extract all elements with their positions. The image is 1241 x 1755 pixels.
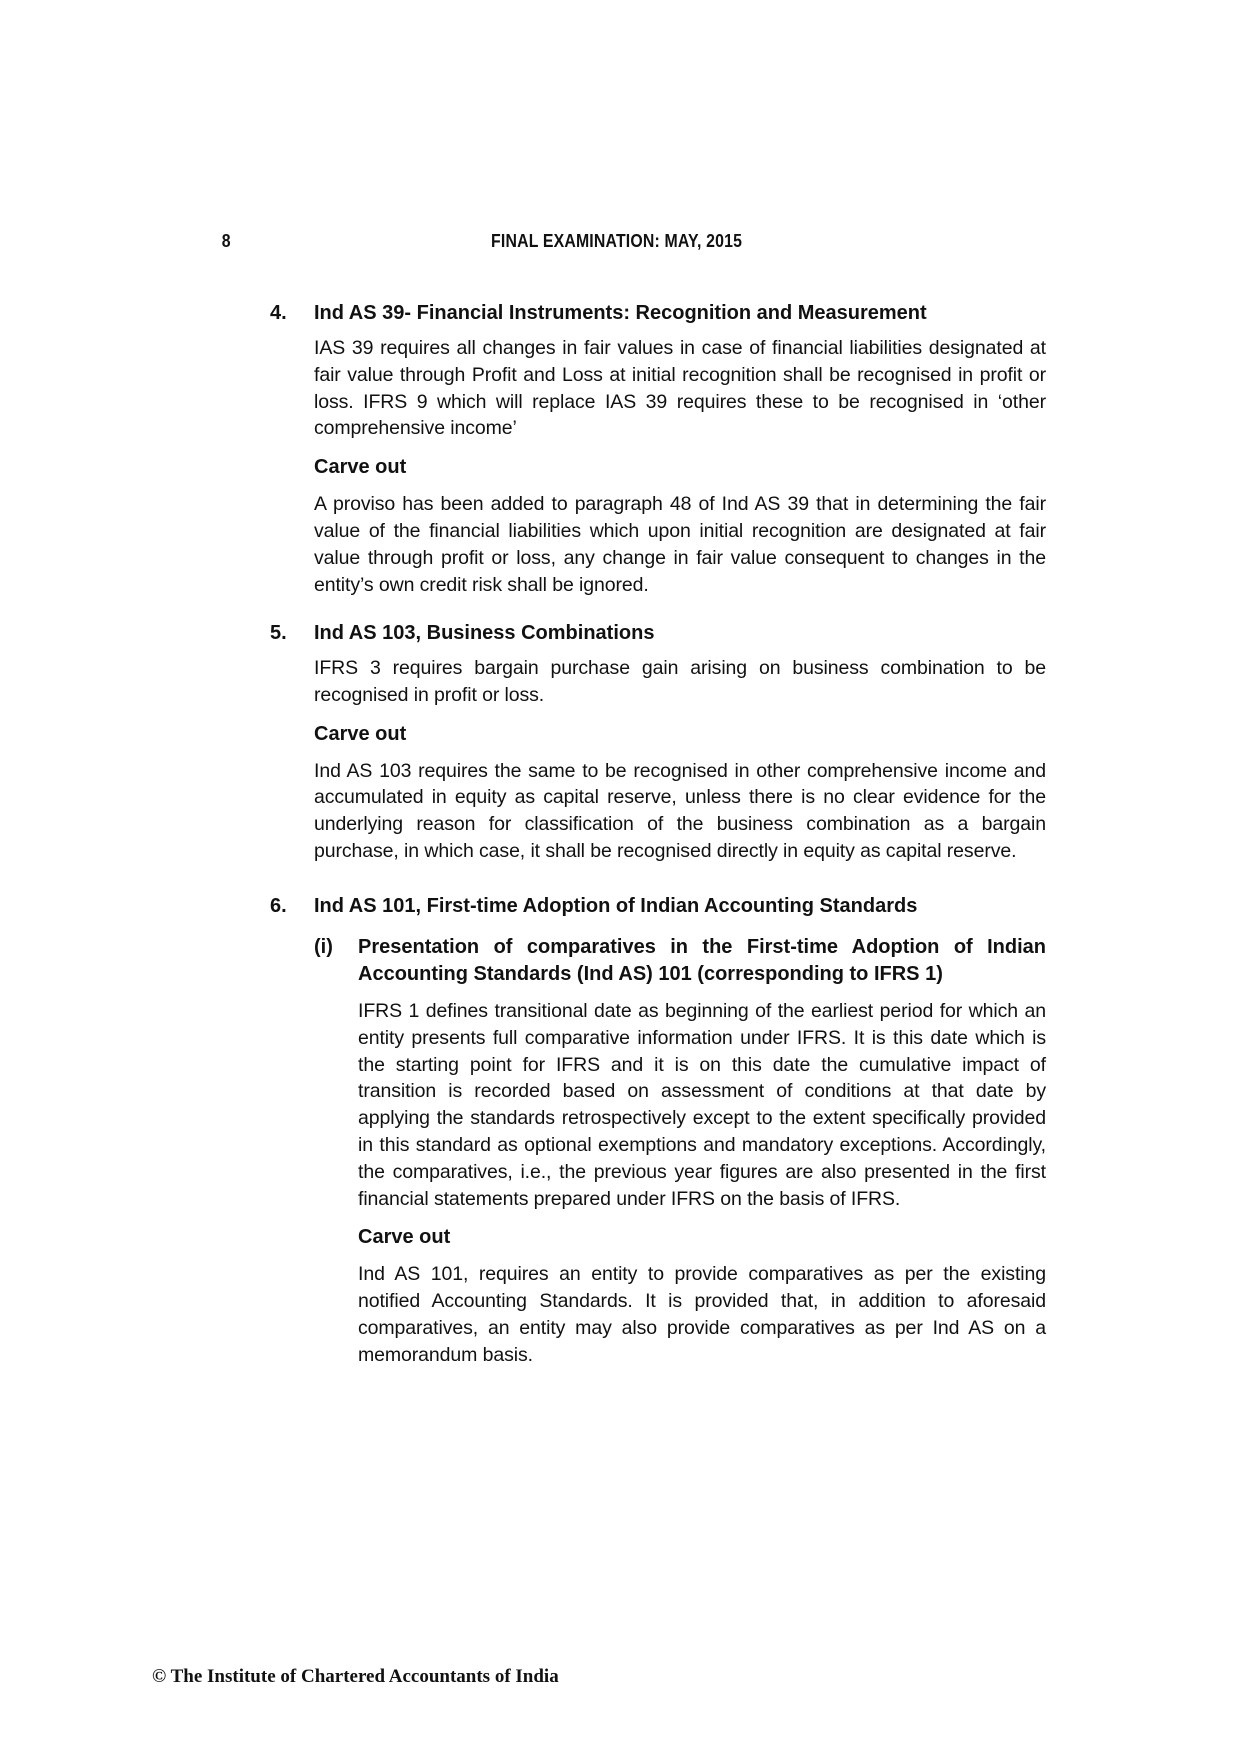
- subsection-heading: [314, 934, 1046, 988]
- section-heading: [270, 620, 1046, 647]
- section-title: Ind AS 101, First-time Adoption of Indian Accounting Standards: [314, 895, 918, 917]
- section-body: IFRS 3 requires bargain purchase gain arising on business combination to be recognised in profit or loss.: [314, 657, 1046, 706]
- section-heading: [270, 893, 1046, 920]
- subsection-title: Presentation of comparatives in the First-time Adoption of Indian Accounting Standards (Ind AS) 101 (corresponding to IFRS 1): [358, 936, 1046, 985]
- carve-out-heading: Carve out: [314, 722, 407, 745]
- section-6: [270, 893, 1046, 1381]
- carve-out-text: A proviso has been added to paragraph 48 of Ind AS 39 that in determining the fair value of the financial liabilities which upon initial recognition are designated at fair value through profit or loss, any change in fair value consequent to changes in the entity’s own credit risk shall be ignored.: [314, 493, 1046, 596]
- carve-out-text: Ind AS 103 requires the same to be recognised in other comprehensive income and accumulated in equity as capital reserve, unless there is no clear evidence for the underlying reason for classification of the business combination as a bargain purchase, in which case, it shall be recognised directly in equity as capital reserve.: [314, 759, 1046, 862]
- page-number: 8: [221, 231, 231, 251]
- running-title: FINAL EXAMINATION: MAY, 2015: [491, 231, 743, 251]
- section-heading: [270, 300, 1046, 327]
- subsection-number: (i): [314, 936, 333, 958]
- section-body: IAS 39 requires all changes in fair values in case of financial liabilities designated at fair value through Profit and Loss at initial recognition shall be recognised in profit or loss. IFRS 9 which will replace IAS 39 requires these to be recognised in ‘other comprehensive income’: [314, 337, 1046, 440]
- subsection-body: IFRS 1 defines transitional date as beginning of the earliest period for which an entity presents full comparative information under IFRS. It is this date which is the starting point for IFRS and it is on this date the cumulative impact of transition is recorded based on assessment of conditions at that date by applying the standards retrospectively except to the extent specifically provided in this standard as optional exemptions and mandatory exceptions. Accordingly, the comparatives, i.e., the previous year figures are also presented in the first financial statements prepared under IFRS on the basis of IFRS.: [358, 1000, 1046, 1210]
- running-header: [0, 231, 1092, 255]
- copyright-footer: © The Institute of Chartered Accountants of India: [152, 1666, 559, 1687]
- section-number: 4.: [270, 302, 287, 324]
- section-number: 6.: [270, 895, 287, 917]
- section-number: 5.: [270, 622, 287, 644]
- carve-out-heading: Carve out: [314, 456, 407, 479]
- carve-out-text: Ind AS 101, requires an entity to provide comparatives as per the existing notified Accounting Standards. It is provided that, in addition to aforesaid comparatives, an entity may also provide comparatives as per Ind AS on a memorandum basis.: [358, 1263, 1046, 1366]
- section-5: [270, 620, 1046, 877]
- carve-out-heading: Carve out: [358, 1226, 451, 1249]
- section-title: Ind AS 103, Business Combinations: [314, 622, 655, 644]
- subsection-i: [314, 934, 1046, 1369]
- section-title: Ind AS 39- Financial Instruments: Recognition and Measurement: [314, 302, 927, 324]
- section-4: [270, 300, 1046, 610]
